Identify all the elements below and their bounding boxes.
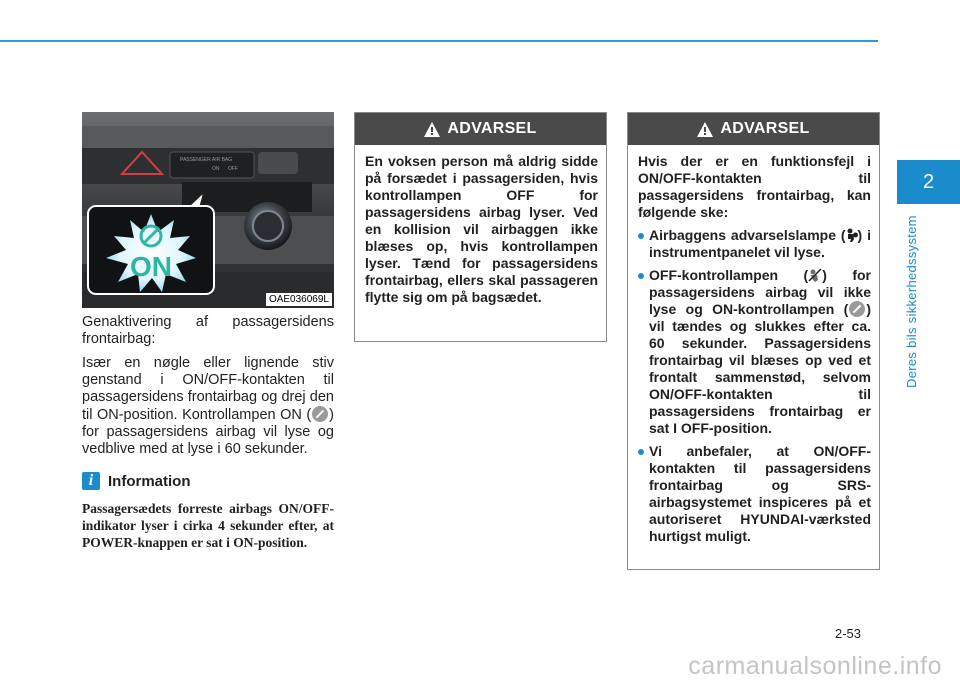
panel-label: PASSENGER AIR BAG bbox=[180, 157, 233, 163]
warning-header-2 bbox=[628, 113, 879, 145]
airbag-switch-photo bbox=[82, 112, 334, 308]
item1-text-start: Airbaggens advarselslampe ( bbox=[649, 227, 846, 243]
information-title: Information bbox=[108, 472, 191, 490]
reactivation-instructions bbox=[82, 355, 334, 458]
left-column bbox=[82, 314, 334, 551]
page-number: 2-53 bbox=[835, 626, 862, 641]
reactivation-heading: Genaktivering af passagersidens frontairbag: bbox=[82, 314, 334, 347]
chapter-number: 2 bbox=[922, 170, 935, 193]
panel-off-label: OFF bbox=[228, 166, 238, 172]
watermark: carmanualsonline.info bbox=[688, 652, 942, 680]
header-rule bbox=[0, 40, 878, 42]
chapter-title: Deres bils sikkerhedssystem bbox=[904, 215, 919, 388]
item1-text-end: ) i instrumentpanelet vil lyse. bbox=[649, 227, 871, 260]
warning-box-2 bbox=[627, 112, 880, 570]
warning-box-1 bbox=[354, 112, 607, 342]
warning-intro-2: Hvis der er en funktionsfejl i ON/OFF-kontakten til passagersidens frontairbag, kan følgende ske: bbox=[638, 153, 871, 220]
warning-title-1: ADVARSEL bbox=[447, 120, 537, 137]
item2-text-a: OFF-kontrollampen ( bbox=[649, 267, 809, 283]
warning-list-2 bbox=[638, 227, 871, 545]
airbag-off-indicator-icon bbox=[808, 268, 822, 282]
warning-triangle-icon bbox=[697, 122, 713, 137]
on-indicator-text: ON bbox=[130, 251, 172, 282]
list-item: Vi anbefaler, at ON/OFF-kontakten til passagersidens frontairbag og SRS-airbagsystemet inspiceres på et autoriseret HYUNDAI-værksted hurtigst muligt. bbox=[638, 443, 871, 545]
warning-body-2 bbox=[628, 145, 879, 545]
list-item bbox=[638, 267, 871, 437]
warning-title-2: ADVARSEL bbox=[720, 120, 810, 137]
warning-text-1: En voksen person må aldrig sidde på forsædet i passagersiden, hvis kontrollampen OFF for passagersidens airbag lyser. Ved en kollision vil airbaggen ikke blæses op, hvis kontrollampen lyser. Tænd for passagersidens frontairbag, ellers skal passageren flytte sig om på bagsædet. bbox=[365, 153, 598, 305]
airbag-indicator-panel bbox=[170, 152, 254, 178]
dashboard-illustration bbox=[82, 112, 334, 308]
item2-text-c: ) vil tændes og slukkes efter ca. 60 sekunder. Passagersidens frontairbag vil blæses op ved et frontalt sammenstød, selvom ON/OFF-kontakten til passagersidens frontairbag er sat I OFF-position. bbox=[649, 301, 871, 436]
chapter-number-tab[interactable] bbox=[897, 160, 960, 204]
airbag-on-indicator-icon bbox=[849, 301, 865, 317]
instructions-text-start: Især en nøgle eller lignende stiv genstand i ON/OFF-kontakten til passagersidens frontairbag og drej den til ON-position. Kontrollampen ON ( bbox=[82, 355, 334, 423]
figure-code: OAE036069L bbox=[266, 293, 332, 306]
item2-text-b: ) for passagersidens airbag vil ikke lyse og ON-kontrollampen ( bbox=[649, 267, 871, 317]
warning-header-1 bbox=[355, 113, 606, 145]
warning-triangle-icon bbox=[424, 122, 440, 137]
info-icon: i bbox=[82, 472, 100, 490]
panel-on-label: ON bbox=[212, 166, 220, 172]
information-text: Passagersædets forreste airbags ON/OFF-indikator lyser i cirka 4 sekunder efter, at POWER-knappen er sat i ON-position. bbox=[82, 501, 334, 550]
instructions-text-end: ) for passagersidens airbag vil lyse og vedblive med at lyse i 60 sekunder. bbox=[82, 407, 334, 457]
airbag-on-indicator-icon bbox=[312, 406, 328, 422]
information-header bbox=[82, 472, 334, 490]
list-item bbox=[638, 227, 871, 261]
airbag-warning-light-icon bbox=[846, 228, 858, 242]
